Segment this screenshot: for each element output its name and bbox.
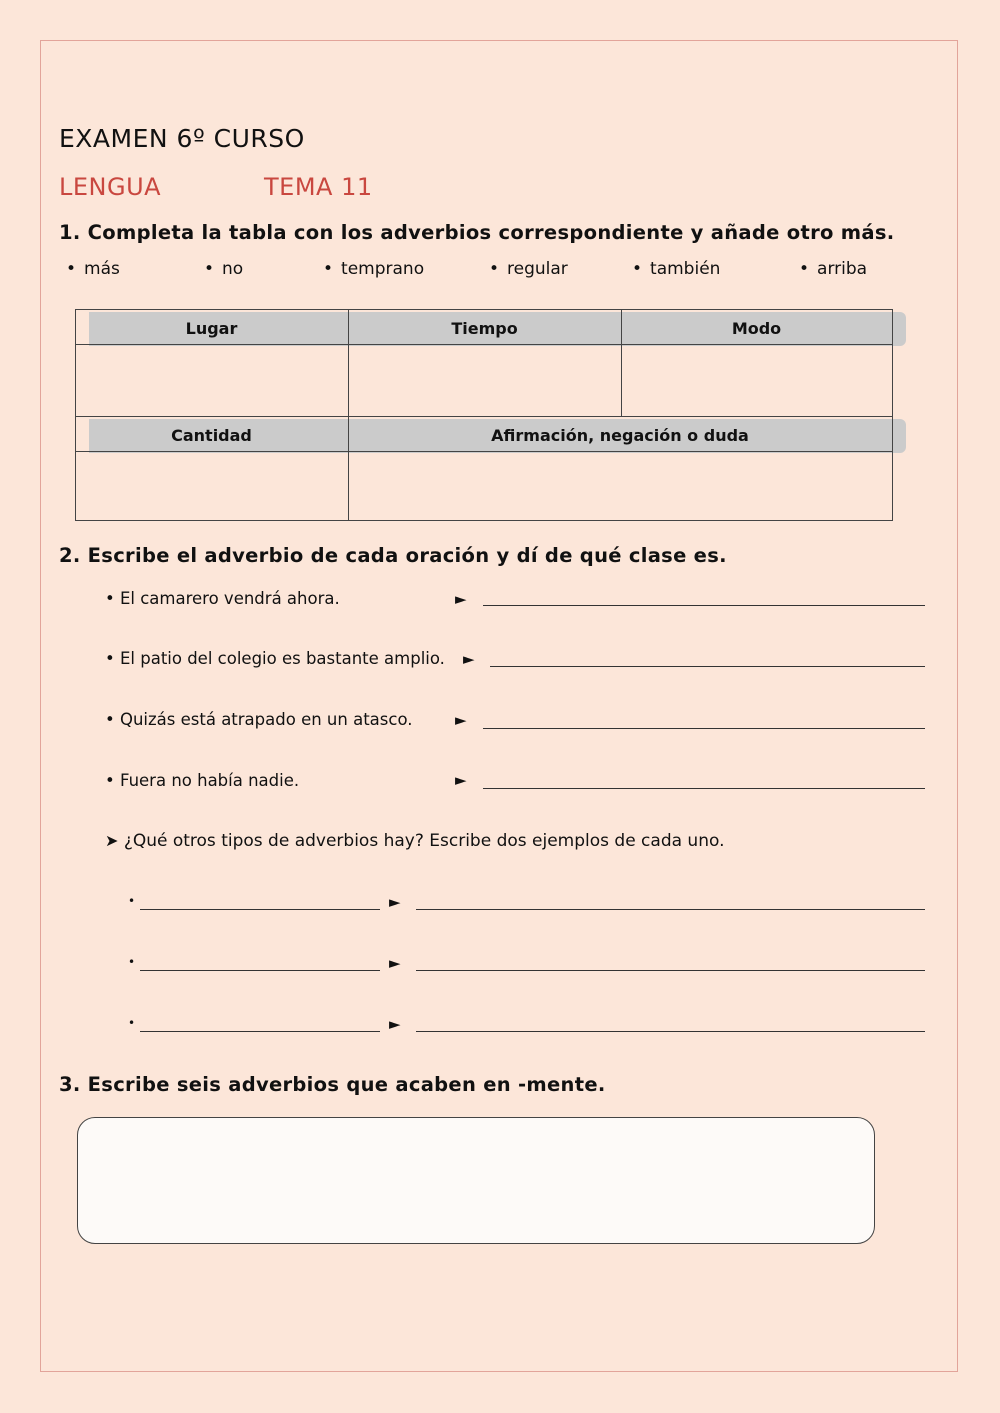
answer-cell-afirmacion[interactable] bbox=[349, 452, 892, 520]
answer-cell-modo[interactable] bbox=[622, 345, 892, 416]
sentence-item: • Fuera no había nadie. bbox=[105, 771, 300, 790]
subject-label: LENGUA bbox=[59, 173, 162, 201]
answer-line[interactable] bbox=[483, 728, 925, 729]
bullet-icon: • bbox=[128, 894, 136, 908]
arrow-icon: ► bbox=[455, 711, 467, 729]
examples-line[interactable] bbox=[416, 909, 925, 910]
arrow-icon: ► bbox=[455, 771, 467, 789]
arrow-icon: ► bbox=[455, 590, 467, 608]
header-afirmacion: Afirmación, negación o duda bbox=[491, 426, 749, 445]
header-modo: Modo bbox=[731, 319, 782, 338]
word-bank-item: • también bbox=[632, 259, 721, 279]
question-2-prompt: 2. Escribe el adverbio de cada oración y dí de qué clase es. bbox=[59, 544, 727, 567]
topic-label: TEMA 11 bbox=[264, 173, 373, 201]
arrow-icon: ► bbox=[389, 1015, 401, 1033]
answer-cell-lugar[interactable] bbox=[76, 345, 348, 416]
word-bank-item: • no bbox=[204, 259, 244, 279]
word-bank-item: • más bbox=[66, 259, 120, 279]
question-3-prompt: 3. Escribe seis adverbios que acaben en -mente. bbox=[59, 1073, 606, 1096]
arrow-icon: ► bbox=[389, 893, 401, 911]
followup-question: ➤ ¿Qué otros tipos de adverbios hay? Escribe dos ejemplos de cada uno. bbox=[105, 831, 725, 851]
arrow-icon: ► bbox=[389, 954, 401, 972]
sentence-item: • Quizás está atrapado en un atasco. bbox=[105, 710, 413, 729]
arrow-icon: ► bbox=[463, 650, 475, 668]
word-bank-item: • arriba bbox=[799, 259, 868, 279]
answer-cell-cantidad[interactable] bbox=[76, 452, 348, 520]
type-line[interactable] bbox=[140, 970, 380, 971]
examples-line[interactable] bbox=[416, 1031, 925, 1032]
answer-line[interactable] bbox=[490, 666, 925, 667]
examples-line[interactable] bbox=[416, 970, 925, 971]
word-bank-item: • regular bbox=[489, 259, 568, 279]
word-bank-item: • temprano bbox=[323, 259, 425, 279]
chevron-right-icon: ➤ bbox=[105, 831, 119, 850]
mente-answer-box[interactable] bbox=[77, 1117, 875, 1244]
bullet-icon: • bbox=[128, 955, 136, 969]
bullet-icon: • bbox=[128, 1016, 136, 1030]
header-lugar: Lugar bbox=[185, 319, 238, 338]
sentence-item: • El camarero vendrá ahora. bbox=[105, 589, 340, 608]
exam-title: EXAMEN 6º CURSO bbox=[59, 124, 305, 153]
type-line[interactable] bbox=[140, 909, 380, 910]
header-cantidad: Cantidad bbox=[171, 426, 252, 445]
header-tiempo: Tiempo bbox=[451, 319, 518, 338]
answer-cell-tiempo[interactable] bbox=[349, 345, 621, 416]
answer-line[interactable] bbox=[483, 605, 925, 606]
answer-line[interactable] bbox=[483, 788, 925, 789]
type-line[interactable] bbox=[140, 1031, 380, 1032]
sentence-item: • El patio del colegio es bastante amplio. bbox=[105, 649, 445, 668]
question-1-prompt: 1. Completa la tabla con los adverbios correspondiente y añade otro más. bbox=[59, 221, 895, 244]
